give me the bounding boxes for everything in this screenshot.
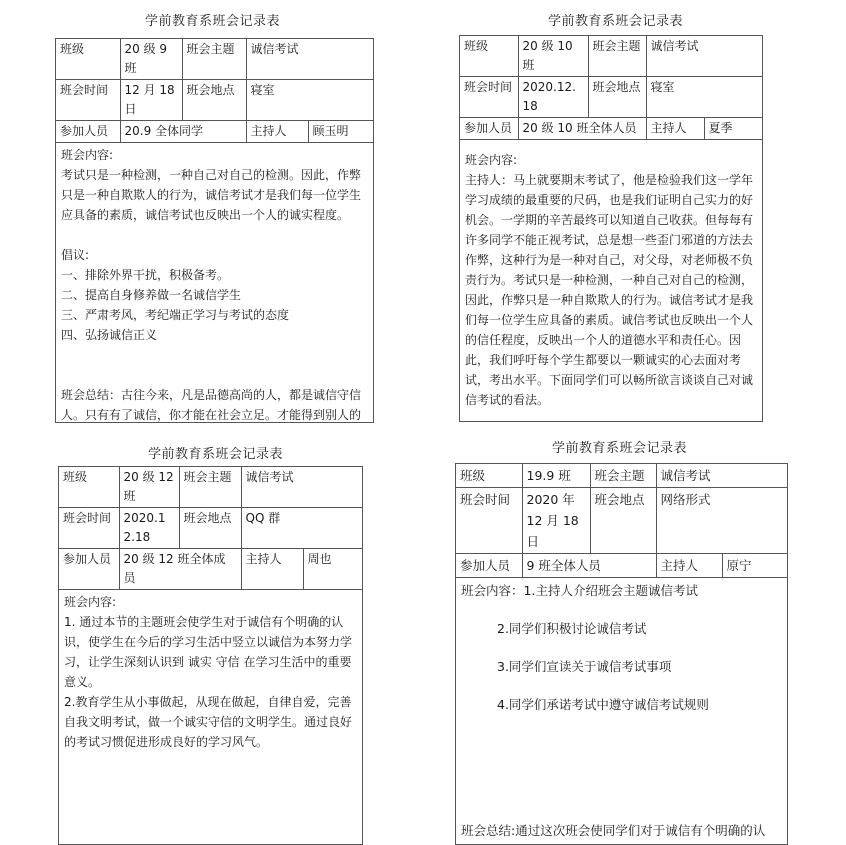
participants-value: 9 班全体人员 — [522, 554, 656, 578]
host-value: 原宁 — [722, 554, 788, 578]
summary-text: 班会总结：古往今来，凡是品德高尚的人，都是诚信守信人。只有有了诚信，你才能在社会立足。才能得到别人的 — [61, 388, 362, 422]
time-label: 班会时间 — [456, 488, 522, 554]
form-title: 学前教育系班会记录表 — [548, 14, 684, 29]
topic-value: 诚信考试 — [241, 467, 363, 508]
participants-label: 参加人员 — [56, 121, 120, 143]
host-label: 主持人 — [246, 121, 308, 143]
proposal-label: 倡议: — [61, 248, 90, 262]
participants-value: 20 级 10 班全体人员 — [518, 118, 646, 140]
place-value: 网络形式 — [656, 488, 788, 554]
time-value: 2020.12.18 — [518, 77, 588, 118]
topic-label: 班会主题 — [179, 467, 241, 508]
time-value: 2020.12.18 — [119, 508, 179, 549]
place-value: 寝室 — [246, 80, 374, 121]
content-text: 考试只是一种检测，一种自己对自己的检测。因此，作弊只是一种自欺欺人的行为，诚信考试才是我们每一位学生应具备的素质，诚信考试也反映出一个人的诚实程度。 — [61, 168, 362, 222]
info-table — [56, 39, 374, 143]
place-label: 班会地点 — [588, 77, 646, 118]
participants-value: 20.9 全体同学 — [120, 121, 246, 143]
host-value: 夏季 — [704, 118, 762, 140]
content-item: 2.同学们积极讨论诚信考试 — [497, 621, 647, 636]
class-value: 20 级 9 班 — [120, 39, 182, 80]
topic-label: 班会主题 — [590, 464, 656, 488]
place-value: QQ 群 — [241, 508, 363, 549]
participants-label: 参加人员 — [456, 554, 522, 578]
content-section — [56, 143, 373, 423]
content-label: 班会内容： — [461, 583, 524, 598]
time-value: 12 月 18 日 — [120, 80, 182, 121]
time-label: 班会时间 — [56, 80, 120, 121]
form-title: 学前教育系班会记录表 — [148, 447, 284, 462]
content-label: 班会内容: — [61, 148, 114, 162]
participants-label: 参加人员 — [59, 549, 119, 590]
place-label: 班会地点 — [179, 508, 241, 549]
topic-label: 班会主题 — [182, 39, 246, 80]
form-title: 学前教育系班会记录表 — [552, 441, 688, 456]
proposal-item: 二、提高自身修养做一名诚信学生 — [61, 288, 242, 302]
time-value: 2020 年 12 月 18 日 — [522, 488, 590, 554]
class-label: 班级 — [56, 39, 120, 80]
class-value: 20 级 12 班 — [119, 467, 179, 508]
content-label: 班会内容: — [465, 153, 518, 167]
info-table — [456, 464, 788, 578]
topic-label: 班会主题 — [588, 36, 646, 77]
content-section — [460, 140, 762, 422]
class-value: 20 级 10 班 — [518, 36, 588, 77]
content-section — [456, 578, 787, 845]
topic-value: 诚信考试 — [646, 36, 762, 77]
content-item: 1.主持人介绍班会主题诚信考试 — [523, 583, 698, 598]
content-text: 主持人：马上就要期末考试了，他是检验我们这一学年学习成绩的最重要的尺码，也是我们证明自己实力的好机会。一学期的辛苦最终可以知道自己收获。但每每有许多同学不能正视考试，总是想一些歪门邪道的方法去作弊，这种行为是一种对自己，对父母，对老师极不负责行为。考试只是一种检测，一种自己对自己的检测，因此，作弊只是一种自欺欺人的行为。诚信考试才是我们每一位学生应具备的素质。诚信考试也反映出一个人的信任程度，反映出一个人的道德水平和责任心。因此，我们呼吁每个学生都要以一颗诚实的心去面对考试，考出水平。下面同学们可以畅所欲言谈谈自己对诚信考试的看法。 — [465, 173, 754, 407]
time-label: 班会时间 — [59, 508, 119, 549]
info-table — [460, 36, 762, 140]
host-label: 主持人 — [646, 118, 704, 140]
participants-label: 参加人员 — [460, 118, 518, 140]
content-item: 3.同学们宣读关于诚信考试事项 — [497, 659, 672, 674]
host-label: 主持人 — [656, 554, 722, 578]
host-label: 主持人 — [241, 549, 303, 590]
place-label: 班会地点 — [590, 488, 656, 554]
record-sheet — [459, 35, 763, 422]
topic-value: 诚信考试 — [246, 39, 374, 80]
class-label: 班级 — [456, 464, 522, 488]
host-value: 周也 — [303, 549, 363, 590]
content-section — [59, 590, 362, 845]
record-sheet — [455, 463, 788, 845]
class-label: 班级 — [460, 36, 518, 77]
content-item: 1. 通过本节的主题班会使学生对于诚信有个明确的认识，使学生在今后的学习生活中竖立以诚信为本努力学习，让学生深刻认识到 诚实 守信 在学习生活中的重要意义。 — [64, 615, 353, 689]
content-item: 4.同学们承诺考试中遵守诚信考试规则 — [497, 697, 709, 712]
proposal-item: 一、排除外界干扰，积极备考。 — [61, 268, 230, 282]
class-value: 19.9 班 — [522, 464, 590, 488]
time-label: 班会时间 — [460, 77, 518, 118]
place-label: 班会地点 — [182, 80, 246, 121]
info-table — [59, 467, 363, 590]
class-label: 班级 — [59, 467, 119, 508]
proposal-item: 四、弘扬诚信正义 — [61, 328, 158, 342]
topic-value: 诚信考试 — [656, 464, 788, 488]
proposal-item: 三、严肃考风，考纪端正学习与考试的态度 — [61, 308, 290, 322]
content-label: 班会内容: — [64, 595, 117, 609]
form-title: 学前教育系班会记录表 — [145, 14, 281, 29]
content-item: 2.教育学生从小事做起，从现在做起，自律自爱，完善自我文明考试，做一个诚实守信的文明学生。通过良好的考试习惯促进形成良好的学习风气。 — [64, 695, 353, 749]
place-value: 寝室 — [646, 77, 762, 118]
participants-value: 20 级 12 班全体成员 — [119, 549, 241, 590]
record-sheet — [55, 38, 374, 423]
record-sheet — [58, 466, 363, 845]
summary-text: 班会总结:通过这次班会使同学们对于诚信有个明确的认 — [461, 823, 766, 838]
host-value: 顾玉明 — [308, 121, 374, 143]
